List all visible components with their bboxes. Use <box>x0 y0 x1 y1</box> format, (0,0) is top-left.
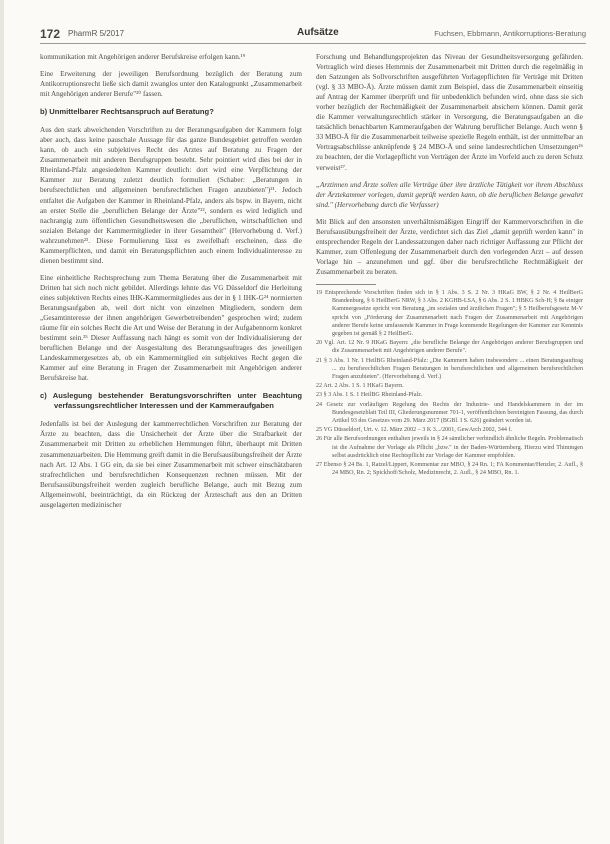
paragraph: Eine einheitliche Rechtsprechung zum Thema Beratung über die Zusammenarbeit mit Dritten hat sich noch nicht gebildet. Allerdings lehnte das VG Düsseldorf die Herleitung eines subjektiven Rechts eines IHK-Kammermitgliedes aus der in § 1 IHK-G²⁴ normierten Beratungsaufgaben ab, weil dort nicht von einzelnen Mitgliedern, sondern dem „Gesamtinteresse der ihnen angehörigen Gewerbetreibenden" gesprochen wird; zudem räume für ein solches Recht die Art und Weise der Beratung in der Aufgabennorm konkret bestimmt sein.²⁵ Dieser Auffassung nach hängt es somit von der Individualisierung der beruflichen Belange und der Ausgestaltung des Beratungsauftrages des jeweiligen Landeskammergesetzes ab, ob ein Kammermitglied ein subjektives Recht gegen die Kammer auf eine Beratung in Fragen der Zusammenarbeit mit Angehörigen anderer Berufskreise hat. <box>40 273 302 383</box>
footnote: 26 Für alle Berufsordnungen enthalten jeweils in § 24 sämtlicher verbindlich ähnliche Regeln. Problematisch ist die Aufnahme der Vorlage als Pflicht „bzw." in der Baden-Württemberg. Hierzu wird Thimmgen selbst ausdrücklich eine Rechtspflicht zur Vorlage der Kammer empfohlen. <box>316 436 583 459</box>
footnote: 24 Gesetz zur vorläufigen Regelung des Rechts der Industrie- und Handelskammern in der im Bundesgesetzblatt Teil III, Gliederungsnummer 701-1, veröffentlichten bereinigten Fassung, das durch Artikel 93 des Gesetzes vom 29. März 2017 (BGBl. I S. 626) geändert worden ist. <box>316 401 583 425</box>
footnote: 23 § 3 Abs. 1 S. 1 HeilBG Rheinland-Pfalz. <box>316 392 423 399</box>
paragraph: Aus den stark abweichenden Vorschriften zu der Beratungsaufgaben der Kammern folgt aber auch, dass keine pauschale Aussage für das ganze Bundesgebiet getroffen werden kann, ob auch ein subjektives Recht des Arztes auf Beratung zu Fragen der Zusammenarbeit mit anderen Berufsgruppen besteht. Sehr pointiert wird dies bei der in Rheinland-Pfalz angesiedelten Kammer deutlich: dort wird eine Verpflichtung der Kammer zur Beratung zuletzt deutlich formuliert (Schaber: „Beratungen in berufsrechtlichen und allgemeinen berufsrechtlichen Fragen anzubieten")²¹. Jedoch entfaltet die Aufgaben der Kammer in Rheinland-Pfalz, anders als bspw. in Bayern, nicht an erster Stelle die „beruflichen Belange der Ärzte"²², sondern es wird lediglich und nachrangig zum öffentlichen Gesundheitswesen die „beruflichen, wirtschaftlichen und sozialen Belange der Kammermitglieder in ihrer Gesamtheit" (Hervorhebung d. Verf.) wahrzunehmen²³. Diese Formulierung lässt es zweifelhaft erscheinen, dass die Kammerpflichten, und damit ein Beratungspflichten auch einem Individualinteresse zu dienen bestimmt sind. <box>40 126 302 265</box>
footnote-divider <box>316 284 376 285</box>
paragraph: Forschung und Behandlungsprojekten das Niveau der Gesundheitsversorgung gefährden. Vertraglich wird dieses Hemmnis der Zusammenarbeit mit Dritten durch die regelmäßig in den Satzungen als Sollvorschriften ausgeführten Vorlagepflichten für Verträge mit Dritten (vgl. § 33 MBO-Ä). Ärzte müssen damit zum Beispiel, dass die Zusammenarbeit einseitig auf Antrag der Kammer überprüft und für unbedenklich befunden wird, ohne dass sie sich vorher bezüglich der Rechtmäßigkeit der Zusammenarbeit absichern können. Damit gerät die Kammer verwaltungsrechtlich stärker in Versorgung, die Beratungsaufgaben an die tatsächlich benachbarten Kammeraufgaben der Wahrung beruflicher Belange. Auch wenn § 33 MBO-Ä für die Zusammenarbeit teilweise spezielle Regeln enthält, ist der unmittelbar an Vertragsabschlüsse anknüpfende § 24 MBO-Ä und seine landesrechtlichen Umsetzungen²⁶ zu beachten, der die Vorlagepflicht von Verträgen der Ärzte im Vorfeld auch zu deren Schutz verweist²⁷. <box>316 53 583 172</box>
left-column <box>40 52 302 517</box>
running-title: Fuchsen, Ebbmann, Antikorruptions-Beratung <box>434 29 586 38</box>
footnote: 19 Entsprechende Vorschriften finden sich in § 1 Abs. 3 S. 2 Nr. 3 HKaG BW, § 2 Nr. 4 HeilBerG Brandenburg, § 6 HeilBerG NRW, § 3 Abs. 2 KGHB-LSA, § 6 Abs. 2 S. 1 HBKG Sch-H; § 8a einiger Kammergesetze spricht von Beratung „im sozialen und ärztlichen Fragen"; § 5 Heilberufsgesetz M-V spricht von „Förderung der Zusammenarbeit nach Fragen der Zusammenarbeit mit Angehörigen anderer Berufe keine umfassende Kammer in Frage kommende Regelungen der Kammer zur Kenntnis gegeben ist gemäß § 2 HeilBerG. <box>316 289 583 337</box>
footnote: 25 VG Düsseldorf, Urt. v. 12. März 2002 – 3 K 3.../2001, GewArch 2002, 344 f. <box>316 427 512 434</box>
footnote: 27 Ebenso § 24 Bs. 1, Ratzel/Lippert, Kommentar zur MBO, § 24 Rn. 1; FA Kommentar/Henzler, 2. Aufl., § 24 MBO, Rn. 2; Spickhoff/Scholz, Medizinrecht, 2. Aufl., § 24 MBO, Rn. 1. <box>316 462 583 477</box>
footnote: 21 § 3 Abs. 1 Nr. 1 HeilBG Rheinland-Pfalz: „Die Kammern haben insbesondere ... einen Beratungsauftrag ... zu berufsrechtlichen Fragen Beratungen in berufsrechtlichen und allgemeinen berufsrechtlichen Fragen anzubieten". (Hervorhebung d. Verf.) <box>316 357 583 381</box>
paragraph: kommunikation mit Angehörigen anderer Berufskreise erfolgen kann.¹⁹ <box>40 53 246 61</box>
page-number: 172 <box>40 27 61 41</box>
subheading-b: b) Unmittelbarer Rechtsanspruch auf Beratung? <box>40 107 214 117</box>
subheading-c: c) Auslegung bestehender Beratungsvorschriften unter Beachtung verfassungsrechtlicher Interessen und der Kammeraufgaben <box>40 391 302 411</box>
footnotes <box>316 289 583 477</box>
paragraph: Mit Blick auf den ansonsten unverhältnismäßigen Eingriff der Kammervorschriften in die Berufsausübungsfreiheit der Ärzte, verdichtet sich das Ziel „damit geprüft werden kann" in entsprechender Regeln der Landessatzungen daher nach richtiger Auffassung zur Pflicht der Kammer, zum Offenlegung der Zusammenarbeit durch den vorlegenden Arzt – auf dessen Vorlage hin – anzunehmen und ggf. über die berufsrechtliche Rechtmäßigkeit der Zusammenarbeit zu beraten. <box>316 217 583 276</box>
paragraph: Jedenfalls ist bei der Auslegung der kammerrechtlichen Vorschriften zur Beratung der Ärzte zu beachten, dass die Unsicherheit der Ärzte über die Strafbarkeit der Zusammenarbeit mit Dritten zu erheblichen Hemmungen führt, überhaupt mit Dritten zusammenzuarbeiten. Die Hemmung greift damit in die Berufsausübungsfreiheit der Ärzte nach Art. 12 Abs. 1 GG ein, da sie bei einer Zusammenarbeit mit schwer einschätzbaren strafrechtlichen und berufsrechtlichen Konsequenzen rechnen müssen. Mit der Berufsausübungsfreiheit werden zugleich berufliche Belange, auch mit Bezug zum Allgemeinwohl, beeinträchtigt, da ein Rückzug der Ärzteschaft aus den an Dritten ausgelagerten medizinischer <box>40 420 302 509</box>
right-column <box>316 52 583 478</box>
paragraph: Eine Erweiterung der jeweiligen Berufsordnung bezüglich der Beratung zum Antikorruptionsrecht ließe sich damit zwanglos unter den Katalogpunkt „Zusammenarbeit mit Angehörigen anderer Berufe"²⁰ fassen. <box>40 70 302 99</box>
quotation: „Arztinnen und Ärzte sollen alle Verträge über ihre ärztliche Tätigkeit vor ihrem Abschluss der Ärztekammer vorlegen, damit geprüft werden kann, ob die beruflichen Belange gewahrt sind." (Hervorhebung durch die Verfasser) <box>316 180 583 209</box>
journal-issue: PharmR 5/2017 <box>68 29 125 38</box>
page-edge-shadow <box>0 0 4 844</box>
footnote: 20 Vgl. Art. 12 Nr. 9 HKaG Bayern: „die berufliche Belange der Angehörigen anderer Berufsgruppen und die Zusammenarbeit mit Angehörigen anderer Berufe". <box>316 340 583 355</box>
section-title: Aufsätze <box>297 27 339 38</box>
page-header <box>40 27 586 44</box>
footnote: 22 Art. 2 Abs. 1 S. 1 HKaG Bayern. <box>316 383 404 390</box>
